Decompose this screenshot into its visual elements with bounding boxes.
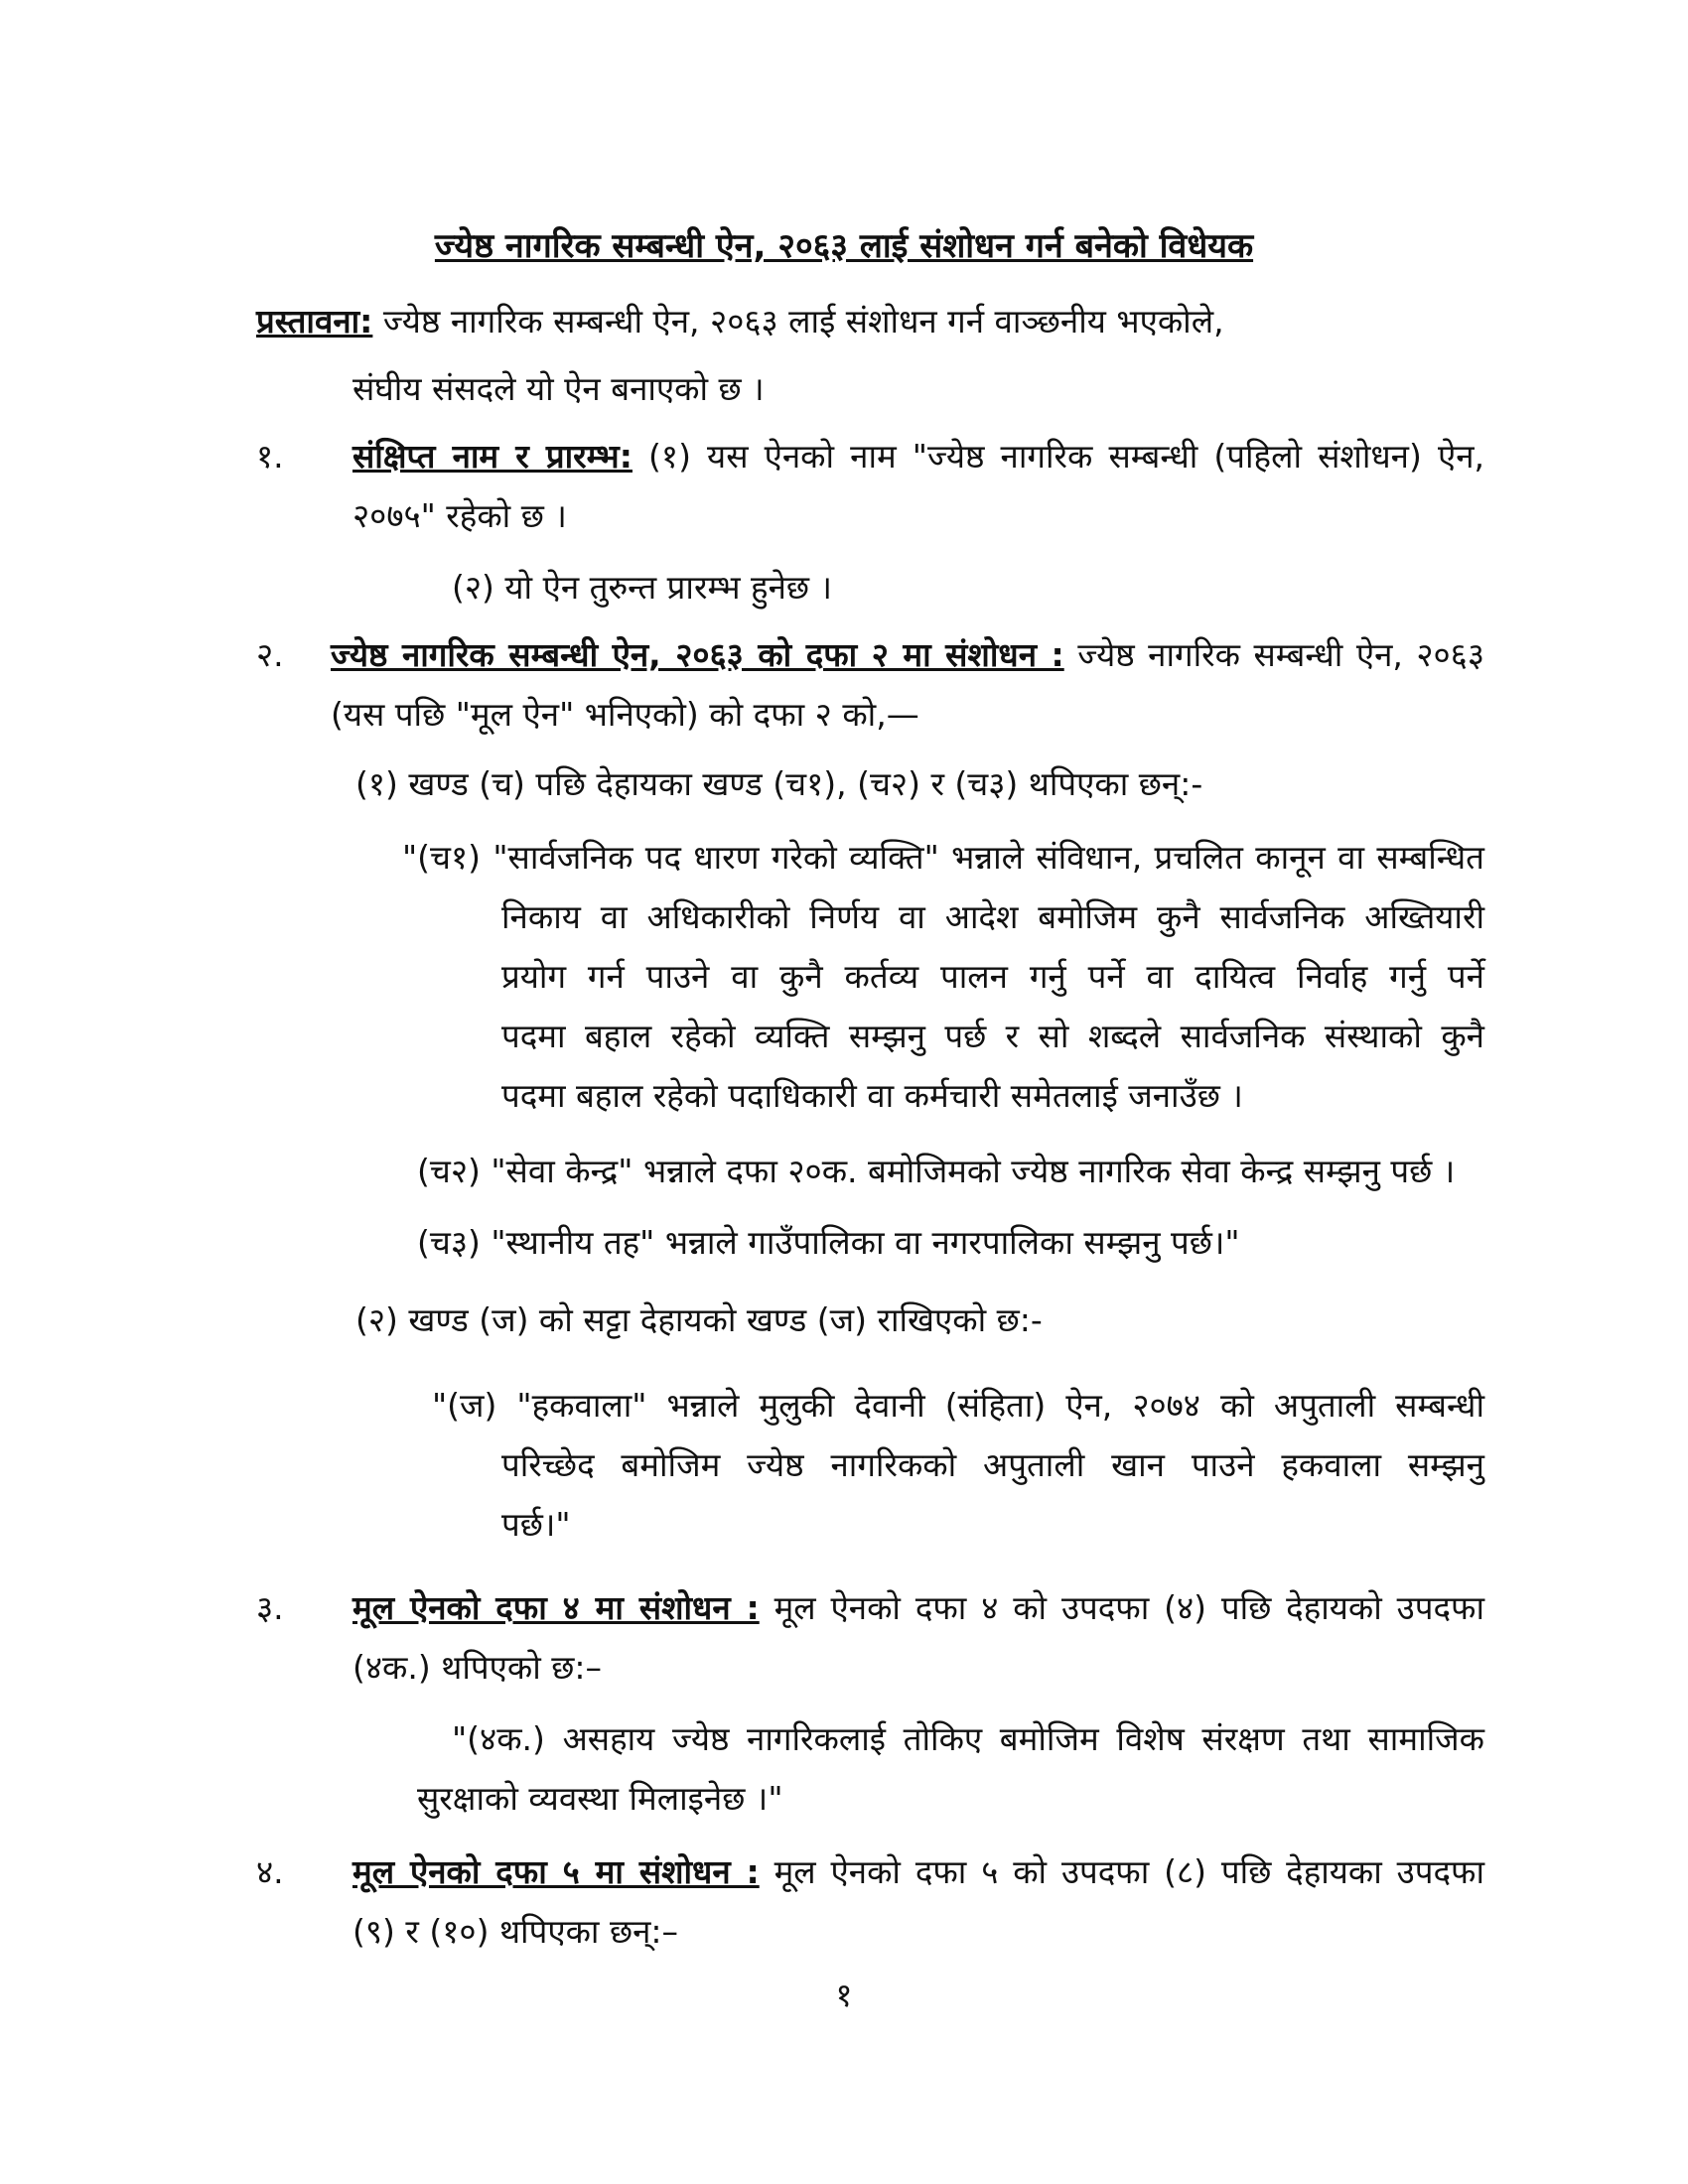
clause-cha1-line: "(च१) "सार्वजनिक पद धारण गरेको व्यक्ति" भन्नाले संविधान, प्रचलित कानून वा सम्बन्धित xyxy=(402,838,1484,877)
section-2-line-2: (यस पछि "मूल ऐन" भनिएको) को दफा २ को,— xyxy=(331,695,919,734)
clause-ja-line: परिच्छेद बमोजिम ज्येष्ठ नागरिकको अपुताली खान पाउने हकवाला सम्झनु xyxy=(501,1445,1484,1484)
enactment-clause: संघीय संसदले यो ऐन बनाएको छ । xyxy=(352,369,765,408)
section-heading: मूल ऐनको दफा ४ मा संशोधन : xyxy=(352,1588,760,1627)
section-heading: मूल ऐनको दफा ५ मा संशोधन : xyxy=(352,1852,760,1891)
section-3-line-1: मूल ऐनको दफा ४ मा संशोधन : मूल ऐनको दफा ४ को उपदफा (४) पछि देहायको उपदफा xyxy=(352,1588,1484,1627)
preamble-text: ज्येष्ठ नागरिक सम्बन्धी ऐन, २०६३ लाई संशोधन गर्न वाञ्छनीय भएकोले, xyxy=(372,302,1224,341)
section-heading: संक्षिप्त नाम र प्रारम्भ: xyxy=(352,437,633,476)
section-3-line-2: (४क.) थपिएको छ:– xyxy=(352,1648,602,1687)
clause-cha1-line: प्रयोग गर्न पाउने वा कुनै कर्तव्य पालन गर्नु पर्ने वा दायित्व निर्वाह गर्नु पर्ने xyxy=(501,957,1484,996)
bill-title: ज्येष्ठ नागरिक सम्बन्धी ऐन, २०६३ लाई संशोधन गर्न बनेको विधेयक xyxy=(434,226,1254,266)
section-2-line-1: ज्येष्ठ नागरिक सम्बन्धी ऐन, २०६३ को दफा २ मा संशोधन : ज्येष्ठ नागरिक सम्बन्धी ऐन, २०६३ xyxy=(331,635,1484,674)
section-number: ३. xyxy=(256,1588,284,1627)
section-number: ४. xyxy=(256,1852,284,1891)
page-number: १ xyxy=(835,1976,853,2014)
clause-cha2: (च२) "सेवा केन्द्र" भन्नाले दफा २०क. बमोजिमको ज्येष्ठ नागरिक सेवा केन्द्र सम्झनु पर्छ । xyxy=(417,1152,1456,1190)
preamble-line xyxy=(256,292,1224,351)
section-1-line-1: संक्षिप्त नाम र प्रारम्भ: (१) यस ऐनको नाम "ज्येष्ठ नागरिक सम्बन्धी (पहिलो संशोधन) ऐन, xyxy=(352,437,1484,476)
section-4-line-2: (९) र (१०) थपिएका छन्:– xyxy=(352,1912,679,1951)
preamble-label: प्रस्तावना: xyxy=(256,302,373,341)
clause-cha3: (च३) "स्थानीय तह" भन्नाले गाउँपालिका वा नगरपालिका सम्झनु पर्छ।" xyxy=(417,1223,1240,1262)
section-number: १. xyxy=(256,437,284,476)
section-3-quote-line: "(४क.) असहाय ज्येष्ठ नागरिकलाई तोकिए बमोजिम विशेष संरक्षण तथा सामाजिक xyxy=(452,1719,1484,1758)
section-1-subsection-2: (२) यो ऐन तुरुन्त प्रारम्भ हुनेछ । xyxy=(452,568,833,607)
section-2-item-1: (१) खण्ड (च) पछि देहायका खण्ड (च१), (च२) र (च३) थपिएका छन्:- xyxy=(355,764,1203,803)
section-3-quote-line: सुरक्षाको व्यवस्था मिलाइनेछ ।" xyxy=(417,1779,783,1818)
section-1-line-2: २०७५" रहेको छ । xyxy=(352,496,567,535)
clause-ja-line: "(ज) "हकवाला" भन्नाले मुलुकी देवानी (संहिता) ऐन, २०७४ को अपुताली सम्बन्धी xyxy=(432,1386,1484,1425)
clause-cha1-line: पदमा बहाल रहेको पदाधिकारी वा कर्मचारी समेतलाई जनाउँछ । xyxy=(501,1076,1243,1115)
section-number: २. xyxy=(256,635,284,674)
clause-ja-line: पर्छ।" xyxy=(501,1505,571,1544)
section-heading: ज्येष्ठ नागरिक सम्बन्धी ऐन, २०६३ को दफा २ मा संशोधन : xyxy=(331,635,1064,674)
section-2-item-2: (२) खण्ड (ज) को सट्टा देहायको खण्ड (ज) राखिएको छ:- xyxy=(355,1300,1043,1339)
clause-cha1-line: निकाय वा अधिकारीको निर्णय वा आदेश बमोजिम कुनै सार्वजनिक अख्तियारी xyxy=(501,897,1484,936)
clause-cha1-line: पदमा बहाल रहेको व्यक्ति सम्झनु पर्छ र सो शब्दले सार्वजनिक संस्थाको कुनै xyxy=(501,1017,1484,1055)
section-4-line-1: मूल ऐनको दफा ५ मा संशोधन : मूल ऐनको दफा ५ को उपदफा (८) पछि देहायका उपदफा xyxy=(352,1852,1484,1891)
